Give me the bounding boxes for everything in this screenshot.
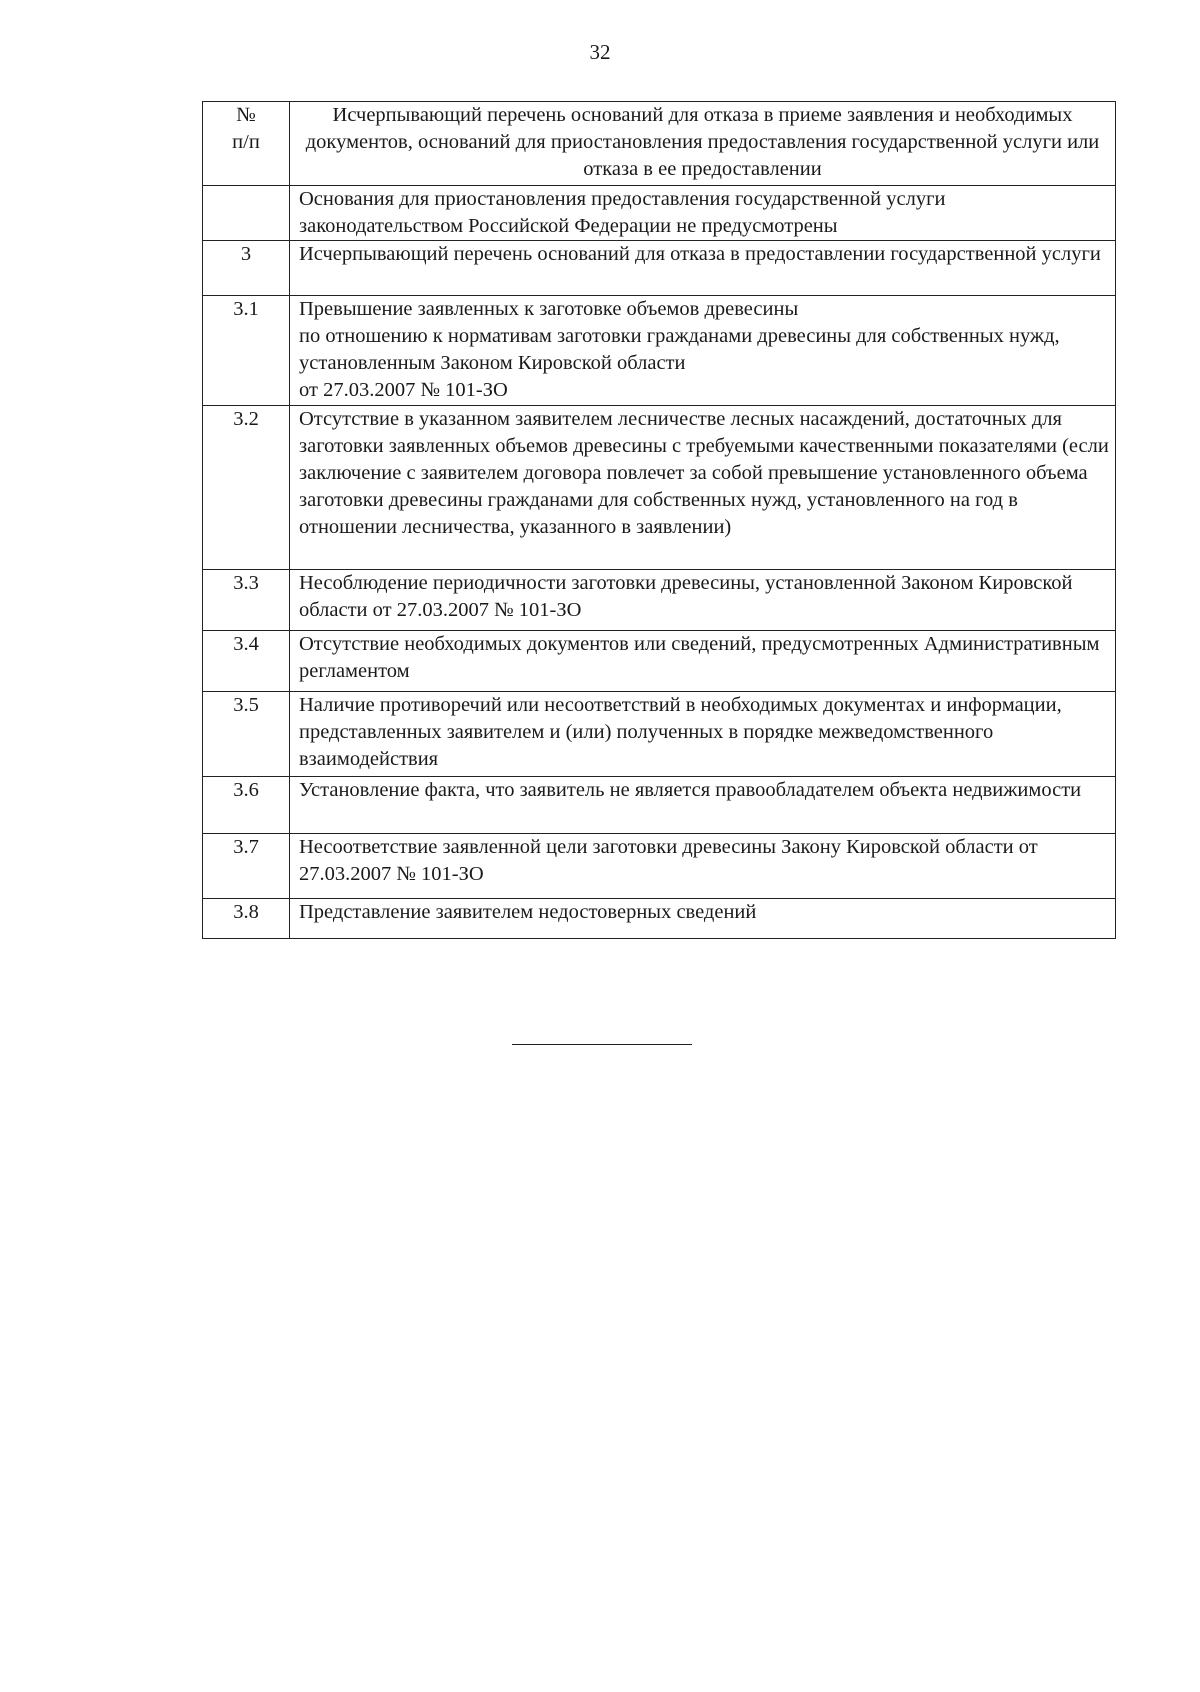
page-number: 32 [589,40,611,64]
row-number: 3 [203,241,290,296]
table-row [203,186,1116,241]
row-text: Основания для приостановления предоставления государственной услуги законодательством Российской Федерации не предусмотрены [290,186,1116,241]
header-number-cell [203,102,290,186]
row-text: Наличие противоречий или несоответствий в необходимых документах и информации, представленных заявителем и (или) полученных в порядке межведомственного взаимодействия [290,692,1116,777]
table-row [203,692,1116,777]
row-text: Отсутствие необходимых документов или сведений, предусмотренных Административным регламентом [290,631,1116,692]
table-row [203,834,1116,899]
table-row [203,241,1116,296]
row-text: Несоблюдение периодичности заготовки древесины, установленной Законом Кировской области от 27.03.2007 № 101-ЗО [290,570,1116,631]
table-row [203,570,1116,631]
row-number: 3.1 [203,296,290,406]
row-text: Превышение заявленных к заготовке объемов древесины по отношению к нормативам заготовки гражданами древесины для собственных нужд, установленным Законом Кировской области от 27.03.2007 № 101-ЗО [290,296,1116,406]
row-text: Исчерпывающий перечень оснований для отказа в предоставлении государственной услуги [290,241,1116,296]
table-row [203,406,1116,570]
row-number: 3.7 [203,834,290,899]
row-text: Отсутствие в указанном заявителем лесничестве лесных насаждений, достаточных для заготовки заявленных объемов древесины с требуемыми качественными показателями (если заключение с заявителем договора повлечет за собой превышение установленного объема заготовки древесины гражданами для собственных нужд, установленного на год в отношении лесничества, указанного в заявлении) [290,406,1116,570]
row-number: 3.5 [203,692,290,777]
grounds-table [202,101,1116,939]
row-text: Представление заявителем недостоверных сведений [290,899,1116,939]
end-separator-line [512,1044,692,1045]
row-text: Несоответствие заявленной цели заготовки древесины Закону Кировской области от 27.03.2007 № 101-ЗО [290,834,1116,899]
header-number-label: № п/п [232,104,260,153]
row-number: 3.6 [203,777,290,834]
row-number: 3.4 [203,631,290,692]
header-title-cell [290,102,1116,186]
header-title: Исчерпывающий перечень оснований для отказа в приеме заявления и необходимых документов, оснований для приостановления предоставления государственной услуги или отказа в ее предоставлении [305,104,1100,180]
table-row [203,777,1116,834]
table-row [203,631,1116,692]
row-number: 3.8 [203,899,290,939]
row-number [203,186,290,241]
row-number: 3.2 [203,406,290,570]
table-row [203,899,1116,939]
table-row [203,296,1116,406]
row-number: 3.3 [203,570,290,631]
row-text: Установление факта, что заявитель не является правообладателем объекта недвижимости [290,777,1116,834]
table-header-row [203,102,1116,186]
